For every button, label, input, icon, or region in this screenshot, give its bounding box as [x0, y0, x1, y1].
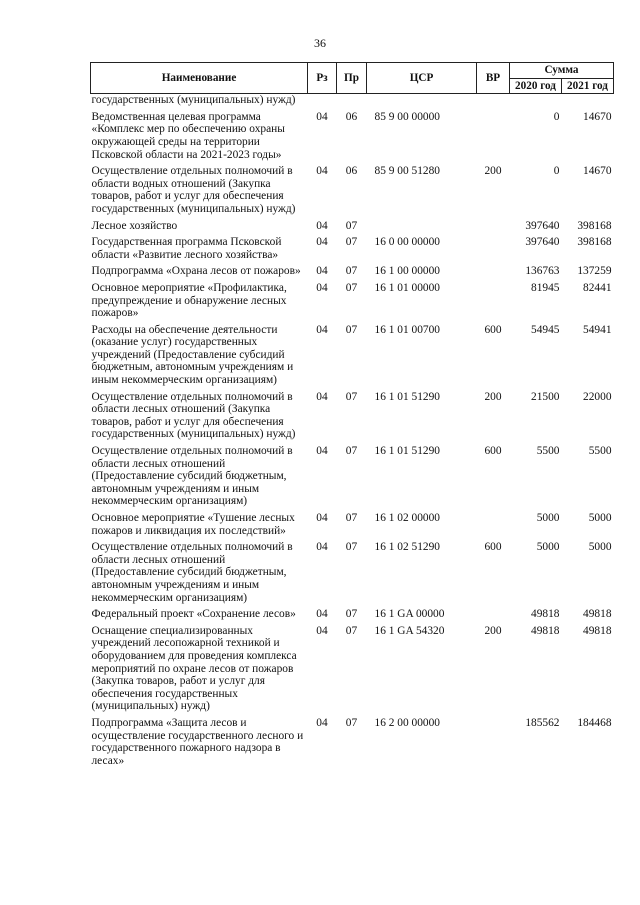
- cell-rz: 04: [316, 236, 328, 249]
- cell-y2: [562, 94, 614, 107]
- cell-name: Федеральный проект «Сохранение лесов»: [91, 608, 296, 621]
- cell-y1: 49818: [531, 608, 560, 621]
- cell-vr: [477, 508, 510, 537]
- cell-vr: [477, 604, 510, 621]
- table-row: [91, 232, 614, 261]
- cell-vr: 600: [484, 445, 502, 458]
- cell-y1: 0: [553, 110, 560, 123]
- table-row: [91, 320, 614, 387]
- cell-csr: 16 0 00 00000: [374, 236, 440, 249]
- cell-rz: [308, 94, 337, 107]
- cell-y1: 21500: [531, 390, 560, 403]
- table-row: [91, 621, 614, 713]
- cell-name: Основное мероприятие «Профилактика, предупреждение и обнаружение лесных пожаров»: [91, 281, 287, 320]
- table-row: [91, 604, 614, 621]
- cell-y2: 54941: [583, 323, 612, 336]
- cell-vr: 600: [484, 323, 502, 336]
- cell-y2: 49818: [583, 624, 612, 637]
- page-number: 36: [314, 36, 326, 50]
- cell-y1: 397640: [525, 219, 560, 232]
- cell-name: Осуществление отдельных полномочий в области лесных отношений (Предоставление субсидий бюджетным, автономным учреждениям и иным некоммерческим организациям): [91, 541, 293, 604]
- cell-csr: 16 1 02 00000: [374, 512, 440, 524]
- cell-rz: 04: [316, 608, 328, 621]
- cell-csr: 16 1 01 00700: [374, 323, 440, 336]
- cell-rz: 04: [316, 445, 328, 458]
- cell-y2: 49818: [583, 608, 612, 621]
- cell-y1: 0: [553, 165, 560, 178]
- table-header: [91, 63, 614, 94]
- cell-name: Осуществление отдельных полномочий в области лесных отношений (Предоставление субсидий бюджетным, автономным учреждениям и иным некоммерческим организациям): [91, 445, 293, 508]
- table-row: [91, 216, 614, 233]
- table-row: [91, 261, 614, 278]
- cell-name: Государственная программа Псковской области «Развитие лесного хозяйства»: [91, 236, 282, 261]
- cell-csr: 16 1 GA 54320: [374, 624, 445, 637]
- table-row: [91, 508, 614, 537]
- cell-y1: 397640: [525, 236, 560, 249]
- cell-pr: [337, 94, 367, 107]
- cell-pr: 07: [345, 236, 358, 249]
- header-pr: Пр: [337, 63, 367, 94]
- cell-csr: 85 9 00 51280: [374, 165, 440, 178]
- header-csr: ЦСР: [367, 63, 477, 94]
- cell-name: Лесное хозяйство: [91, 219, 178, 232]
- table-row: [91, 94, 614, 107]
- cell-name: Ведомственная целевая программа «Комплекс мер по обеспечению охраны окружающей среды на территории Псковской области на 2021-2023 годы»: [91, 110, 285, 161]
- cell-pr: 07: [345, 608, 358, 621]
- cell-y1: 185562: [525, 716, 560, 729]
- cell-csr: 16 1 00 00000: [374, 265, 440, 278]
- cell-vr: 200: [484, 624, 502, 637]
- cell-pr: 07: [345, 390, 358, 403]
- cell-pr: 06: [345, 110, 358, 123]
- cell-pr: 07: [345, 541, 358, 554]
- header-rz: Рз: [308, 63, 337, 94]
- cell-name: Осуществление отдельных полномочий в области лесных отношений (Закупка товаров, работ и услуг для обеспечения государственных (муниципальных) нужд): [91, 390, 296, 441]
- cell-y1: 81945: [531, 281, 560, 294]
- budget-table: [90, 62, 614, 767]
- table-row: [91, 107, 614, 161]
- header-sum: Сумма: [510, 63, 614, 79]
- cell-y1: 5000: [536, 512, 560, 524]
- cell-y2: 14670: [583, 110, 612, 123]
- cell-csr: 16 1 01 51290: [374, 445, 440, 458]
- header-name: Наименование: [91, 63, 308, 94]
- table-row: [91, 713, 614, 767]
- cell-rz: 04: [316, 265, 328, 278]
- cell-rz: 04: [316, 281, 328, 294]
- table-row: [91, 537, 614, 604]
- cell-csr: 16 1 GA 00000: [374, 608, 445, 621]
- cell-name: Подпрограмма «Защита лесов и осуществление государственного лесного и государственного пожарного надзора в лесах»: [91, 716, 304, 767]
- cell-pr: 07: [345, 624, 358, 637]
- cell-y2: 5000: [588, 541, 612, 554]
- cell-vr: 200: [484, 390, 502, 403]
- cell-y1: 49818: [531, 624, 560, 637]
- table-body: [91, 94, 614, 768]
- cell-csr: 16 2 00 00000: [374, 716, 440, 729]
- table-row: [91, 161, 614, 215]
- header-year-2021: 2021 год: [562, 78, 614, 94]
- cell-y2: 82441: [583, 281, 612, 294]
- cell-name: Осуществление отдельных полномочий в области водных отношений (Закупка товаров, работ и услуг для обеспечения государственных (муниципальных) нужд): [91, 165, 296, 215]
- cell-rz: 04: [316, 219, 328, 232]
- cell-vr: [477, 216, 510, 233]
- cell-name: Оснащение специализированных учреждений лесопожарной техникой и оборудованием для проведения комплекса мероприятий по охране лесов от пожаров (Закупка товаров, работ и услуг для обеспечения государственных (муниципальных) нужд): [91, 624, 297, 713]
- cell-y1: 5000: [536, 541, 560, 554]
- cell-name: Основное мероприятие «Тушение лесных пожаров и ликвидация их последствий»: [91, 512, 295, 537]
- header-year-2020: 2020 год: [510, 78, 562, 94]
- cell-vr: [477, 261, 510, 278]
- cell-rz: 04: [316, 390, 328, 403]
- cell-vr: [477, 94, 510, 107]
- cell-pr: 07: [345, 265, 358, 278]
- cell-y1: 54945: [531, 323, 560, 336]
- header-vr: ВР: [477, 63, 510, 94]
- cell-rz: 04: [316, 624, 328, 637]
- cell-y2: 22000: [583, 390, 612, 403]
- cell-name: Расходы на обеспечение деятельности (оказание услуг) государственных учреждений (Предоставление субсидий бюджетным, автономным учреждениям и иным некоммерческим организациям): [91, 323, 294, 387]
- cell-pr: 07: [345, 323, 358, 336]
- cell-pr: 07: [345, 281, 358, 294]
- cell-vr: [477, 713, 510, 767]
- cell-y1: [510, 94, 562, 107]
- cell-vr: [477, 107, 510, 161]
- cell-vr: 200: [484, 165, 502, 178]
- cell-pr: 07: [345, 716, 358, 729]
- cell-pr: 06: [345, 165, 358, 178]
- cell-csr: 16 1 02 51290: [374, 541, 440, 554]
- cell-rz: 04: [316, 323, 328, 336]
- cell-y1: 136763: [525, 265, 560, 278]
- cell-vr: [477, 232, 510, 261]
- cell-csr: [367, 216, 477, 233]
- cell-y2: 5500: [588, 445, 612, 458]
- cell-csr: 85 9 00 00000: [374, 110, 440, 123]
- cell-y2: 5000: [588, 512, 612, 524]
- cell-rz: 04: [316, 512, 328, 524]
- cell-y2: 184468: [577, 716, 612, 729]
- cell-csr: 16 1 01 00000: [374, 281, 440, 294]
- cell-rz: 04: [316, 716, 328, 729]
- cell-y2: 398168: [577, 219, 612, 232]
- cell-rz: 04: [316, 165, 328, 178]
- cell-csr: 16 1 01 51290: [374, 390, 440, 403]
- cell-pr: 07: [345, 512, 358, 524]
- cell-csr: [367, 94, 477, 107]
- table-row: [91, 387, 614, 441]
- cell-y2: 398168: [577, 236, 612, 249]
- cell-pr: 07: [345, 219, 358, 232]
- cell-name: государственных (муниципальных) нужд): [91, 94, 296, 107]
- cell-rz: 04: [316, 541, 328, 554]
- table-row: [91, 278, 614, 320]
- cell-y1: 5500: [536, 445, 560, 458]
- cell-vr: [477, 278, 510, 320]
- cell-rz: 04: [316, 110, 328, 123]
- cell-pr: 07: [345, 445, 358, 458]
- cell-y2: 137259: [577, 265, 612, 278]
- cell-name: Подпрограмма «Охрана лесов от пожаров»: [91, 265, 301, 278]
- cell-vr: 600: [484, 541, 502, 554]
- table-row: [91, 441, 614, 508]
- cell-y2: 14670: [583, 165, 612, 178]
